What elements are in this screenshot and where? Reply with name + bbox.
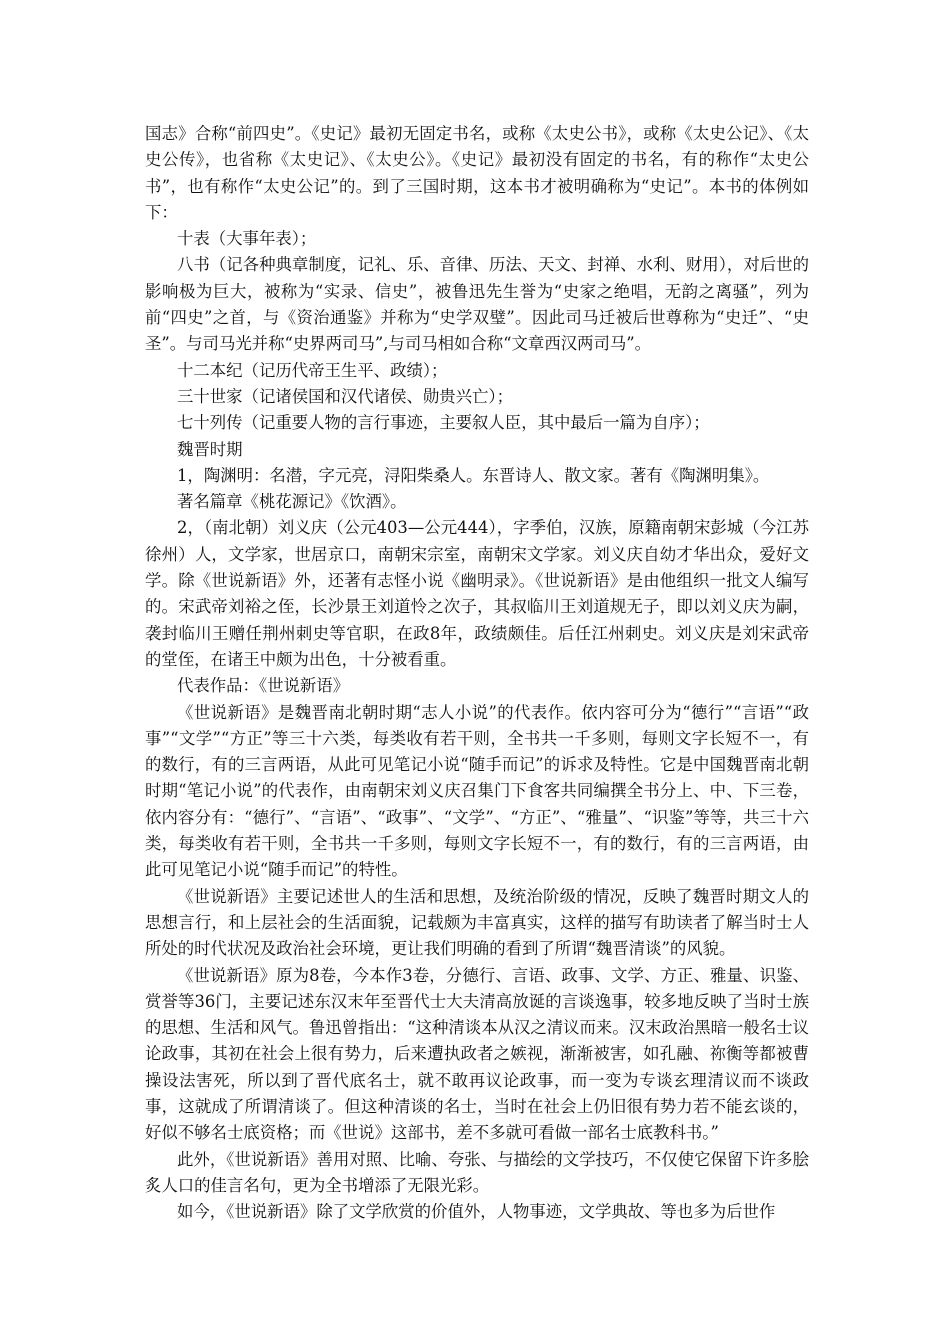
section-heading-wei-jin: 魏晋时期	[177, 439, 243, 459]
paragraph-thirty-houses: 三十世家（记诸侯国和汉代诸侯、勋贵兴亡）；	[177, 386, 514, 406]
paragraph-shiji-names: 国志》合称“前四史”。《史记》最初无固定书名，或称《太史公书》，或称《太史公记》、《太史公传》，也省称《太史记》、《太史公》。《史记》最初没有固定的书名，有的称作“太史公书”，也有称作“太史公记”的。到了三国时期，这本书才被明确称为“史记”。本书的体例如下：	[145, 124, 809, 222]
paragraph-famous-works: 著名篇章《桃花源记》《饮酒》。	[177, 492, 407, 512]
paragraph-shishuo-intro: 《世说新语》是魏晋南北朝时期“志人小说”的代表作。依内容可分为“德行”“言语”“政事”“文学”“方正”等三十六类，每类收有若干则，全书共一千多则，每则文字长短不一，有的数行，有的三言两语，从此可见笔记小说“随手而记”的诉求及特性。它是中国魏晋南北朝时期“笔记小说”的代表作，由南朝宋刘义庆召集门下食客共同编撰全书分上、中、下三卷，依内容分有：“德行”、“言语”、“政事”、“文学”、“方正”、“雅量”、“识鉴”等等，共三十六类，每类收有若干则，全书共一千多则，每则文字长短不一，有的数行，有的三言两语，由此可见笔记小说“随手而记”的特性。	[145, 702, 809, 880]
paragraph-ten-tables: 十表（大事年表）；	[177, 229, 317, 249]
paragraph-shishuo-volumes: 《世说新语》原为8卷，今本作3卷，分德行、言语、政事、文学、方正、雅量、识鉴、赏誉等36门，主要记述东汉末年至晋代士大夫清高放诞的言谈逸事，较多地反映了当时士族的思想、生活和风气。鲁迅曾指出：“这种清谈本从汉之清议而来。汉末政治黑暗一般名士议论政事，其初在社会上很有势力，后来遭执政者之嫉视，渐渐被害，如孔融、祢衡等都被曹操设法害死，所以到了晋代底名士，就不敢再议论政事，而一变为专谈玄理清议而不谈政事，这就成了所谓清谈了。但这种清谈的名士，当时在社会上仍旧很有势力若不能玄谈的，好似不够名士底资格；而《世说》这部书，差不多就可看做一部名士底教科书。”	[145, 965, 810, 1143]
paragraph-liu-yiqing: 2，（南北朝）刘义庆（公元403—公元444），字季伯，汉族，原籍南朝宋彭城（今江苏徐州）人，文学家，世居京口，南朝宋宗室，南朝宋文学家。刘义庆自幼才华出众，爱好文学。除《世说新语》外，还著有志怪小说《幽明录》。《世说新语》是由他组织一批文人编写的。宋武帝刘裕之侄，长沙景王刘道怜之次子，其叔临川王刘道规无子，即以刘义庆为嗣，袭封临川王赠任荆州刺史等官职，在政8年，政绩颇佳。后任江州刺史。刘义庆是刘宋武帝的堂侄，在诸王中颇为出色，十分被看重。	[145, 518, 809, 669]
paragraph-seventy-biographies: 七十列传（记重要人物的言行事迹，主要叙人臣，其中最后一篇为自序）；	[177, 413, 710, 433]
document-page	[145, 121, 809, 1225]
paragraph-twelve-annals: 十二本纪（记历代帝王生平、政绩）；	[177, 360, 448, 380]
paragraph-shishuo-techniques: 此外，《世说新语》善用对照、比喻、夸张、与描绘的文学技巧，不仅使它保留下许多脍炙人口的佳言名句，更为全书增添了无限光彩。	[145, 1149, 809, 1195]
paragraph-representative-work: 代表作品：《世说新语》	[177, 676, 350, 696]
paragraph-shishuo-content: 《世说新语》主要记述世人的生活和思想，及统治阶级的情况，反映了魏晋时期文人的思想言行，和上层社会的生活面貌，记载颇为丰富真实，这样的描写有助读者了解当时士人所处的时代状况及政治社会环境，更让我们明确的看到了所谓“魏晋清谈”的风貌。	[145, 886, 809, 959]
paragraph-shishuo-today: 如今，《世说新语》除了文学欣赏的价值外，人物事迹，文学典故、等也多为后世作	[177, 1202, 776, 1222]
paragraph-tao-yuanming: 1，陶渊明：名潜，字元亮，浔阳柴桑人。东晋诗人、散文家。著有《陶渊明集》。	[177, 465, 770, 485]
paragraph-eight-books: 八书（记各种典章制度，记礼、乐、音律、历法、天文、封禅、水利、财用），对后世的影响极为巨大，被称为“实录、信史”，被鲁迅先生誉为“史家之绝唱，无韵之离骚”，列为前“四史”之首，与《资治通鉴》并称为“史学双璧”。因此司马迁被后世尊称为“史迁”、“史圣”。与司马光并称“史界两司马”,与司马相如合称“文章西汉两司马”。	[145, 255, 809, 354]
